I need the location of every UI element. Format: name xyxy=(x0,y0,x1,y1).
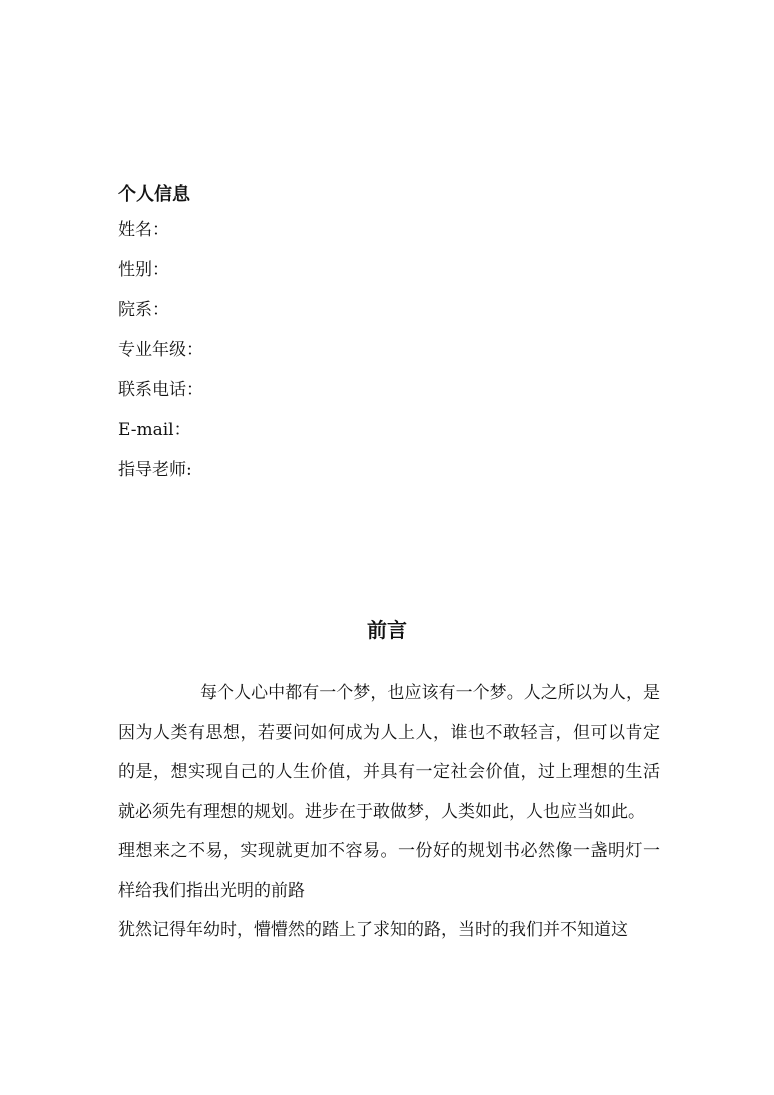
personal-info-section xyxy=(118,180,678,490)
preface-body xyxy=(118,674,660,951)
preface-title: 前言 xyxy=(367,618,407,642)
gender-field-label: 性别： xyxy=(118,260,169,280)
major-grade-field-label: 专业年级： xyxy=(118,340,203,360)
personal-info-heading: 个人信息 xyxy=(118,184,190,205)
preface-paragraph: 每个人心中都有一个梦，也应该有一个梦。人之所以为人，是因为人类有思想，若要问如何成为人上人，谁也不敢轻言，但可以肯定的是，想实现自己的人生价值，并具有一定社会价值，过上理想的生活就必须先有理想的规划。进步在于敢做梦，人类如此，人也应当如此。 xyxy=(118,683,660,822)
advisor-field-label: 指导老师: xyxy=(118,460,192,480)
email-field-label: E-mail： xyxy=(118,420,191,440)
name-field-label: 姓名： xyxy=(118,220,169,240)
preface-paragraph: 理想来之不易，实现就更加不容易。一份好的规划书必然像一盏明灯一样给我们指出光明的前路 xyxy=(118,841,660,901)
preface-paragraph: 犹然记得年幼时，懵懵然的踏上了求知的路，当时的我们并不知道这 xyxy=(118,920,628,940)
department-field-label: 院系： xyxy=(118,300,169,320)
phone-field-label: 联系电话： xyxy=(118,380,203,400)
